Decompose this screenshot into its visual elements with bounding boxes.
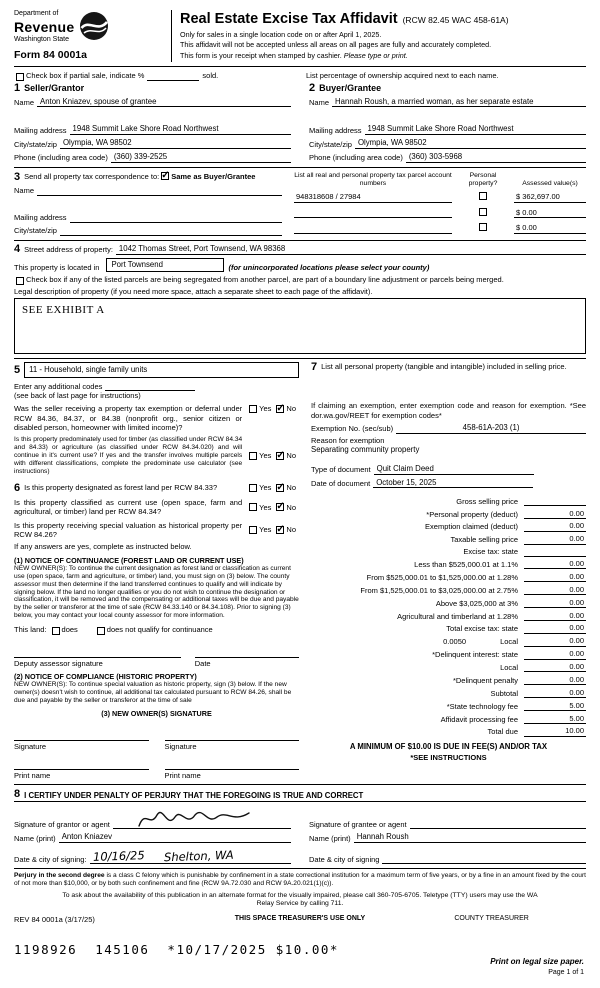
section-2-number: 2 xyxy=(309,81,316,94)
seller-city-label: City/state/zip xyxy=(14,139,57,149)
header-note-3-italic: Please type or print. xyxy=(343,50,408,60)
dor-logo-icon xyxy=(79,11,109,43)
location-select[interactable]: Port Townsend xyxy=(106,258,224,273)
grantor-signature-label: Signature of grantor or agent xyxy=(14,820,110,829)
no-checkbox[interactable] xyxy=(276,484,284,492)
grantor-signature xyxy=(137,806,257,830)
fee-row xyxy=(311,701,586,711)
legal-description-input[interactable]: SEE EXHIBIT A xyxy=(14,298,586,354)
fee-label: Local xyxy=(500,637,518,647)
fee-amount-input[interactable]: 0.00 xyxy=(524,649,586,659)
fee-label: Gross selling price xyxy=(456,496,518,506)
local-rate-value: 0.0050 xyxy=(443,637,467,647)
timber-agriculture-question: Is this property predominately used for timber (as classified under RCW 84.34 and 84.33) or agriculture (as classified under RCW 84.34.020) and will continue in it's current use? If yes and the transfer involves multiple parcels with different classifications, complete the predominate use calculator (see instructions) xyxy=(14,436,243,476)
new-owner-signature-title: (3) NEW OWNER(S) SIGNATURE xyxy=(101,708,212,718)
exemption-number-label: Exemption No. (sec/sub) xyxy=(311,424,394,434)
ownership-percentage-note: List percentage of ownership acquired next to each name. xyxy=(306,71,499,81)
correspondence-name-label: Name xyxy=(14,186,35,196)
section-5-number: 5 xyxy=(14,363,21,376)
fee-label: Subtotal xyxy=(490,688,518,698)
parcel-number-input[interactable]: 948318608 / 27984 xyxy=(294,192,452,202)
parcel-row xyxy=(294,223,586,233)
section-2-title: Buyer/Grantee xyxy=(319,82,382,93)
form-number: Form 84 0001a xyxy=(14,49,87,61)
new-owner-print-name-line-1[interactable] xyxy=(14,759,149,770)
use-and-designation-column xyxy=(14,362,299,780)
partial-sale-percent-input[interactable] xyxy=(147,72,199,81)
buyer-name-input[interactable]: Hannah Roush, a married woman, as her separate estate xyxy=(332,97,586,108)
seller-mailing-label: Mailing address xyxy=(14,125,67,135)
header-note-3 xyxy=(180,51,586,60)
yes-label: Yes xyxy=(259,525,272,535)
fee-row xyxy=(311,688,586,698)
yes-label: Yes xyxy=(259,482,272,492)
grantee-print-name-label: Name (print) xyxy=(309,833,351,843)
section-1-number: 1 xyxy=(14,81,21,94)
seller-name-input[interactable]: Anton Kniazev, spouse of grantee xyxy=(37,97,291,108)
form-header xyxy=(14,10,586,67)
fee-row xyxy=(311,497,586,506)
yes-checkbox[interactable] xyxy=(249,503,257,511)
fee-amount-input[interactable]: 0.00 xyxy=(524,559,586,569)
exemption-intro: If claiming an exemption, enter exemption code and reason for exemption. *See dor.wa.gov/REET for exemption codes* xyxy=(311,401,586,420)
fee-amount-input[interactable]: 0.00 xyxy=(524,675,586,685)
fee-row xyxy=(311,726,586,736)
additional-codes-input[interactable] xyxy=(105,381,195,391)
grantee-print-name-input[interactable]: Hannah Roush xyxy=(354,832,586,843)
signature-label: Signature xyxy=(14,741,47,751)
parcel-table xyxy=(294,172,586,236)
fee-amount-input[interactable]: 0.00 xyxy=(524,598,586,608)
assessed-value-input[interactable]: $ 0.00 xyxy=(514,223,586,233)
certification-title: I CERTIFY UNDER PENALTY OF PERJURY THAT THE FOREGOING IS TRUE AND CORRECT xyxy=(24,790,364,800)
grantee-date-city-input[interactable] xyxy=(382,854,586,864)
document-type-label: Type of document xyxy=(311,465,371,475)
fee-amount-input[interactable] xyxy=(524,548,586,557)
fee-amount-input[interactable]: 0.00 xyxy=(524,611,586,621)
fee-row xyxy=(311,521,586,531)
no-checkbox[interactable] xyxy=(276,526,284,534)
parcel-col-header-personal: Personal property? xyxy=(468,171,498,187)
print-name-label: Print name xyxy=(14,771,51,780)
agency-block xyxy=(14,10,172,62)
treasurer-use-only-label: THIS SPACE TREASURER'S USE ONLY xyxy=(234,914,366,922)
section-8-number: 8 xyxy=(14,788,21,801)
same-as-buyer-label: Same as Buyer/Grantee xyxy=(171,171,256,181)
notice-compliance-text: NEW OWNER(S): To continue special valuation as historic property, sign (3) below. If the new owner(s) doesn't wish to continue, all additional tax calculated pursuant to RCW 84.26, shall be due and payable by the seller or transferor at the time of sale xyxy=(14,680,292,704)
partial-sale-label-post: sold. xyxy=(202,71,219,81)
seller-mailing-input[interactable]: 1948 Summit Lake Shore Road Northwest xyxy=(70,124,291,135)
fee-label: From $525,000.01 to $1,525,000.00 at 1.28% xyxy=(366,572,518,582)
buyer-phone-label: Phone (including area code) xyxy=(309,153,403,163)
perjury-notice xyxy=(14,872,586,888)
buyer-city-input[interactable]: Olympia, WA 98502 xyxy=(355,138,586,149)
does-qualify-checkbox[interactable] xyxy=(52,627,60,635)
grantor-print-name-label: Name (print) xyxy=(14,833,56,843)
correspondence-mailing-label: Mailing address xyxy=(14,213,67,223)
fee-amount-input[interactable]: 0.00 xyxy=(524,623,586,633)
no-checkbox[interactable] xyxy=(276,503,284,511)
fee-label: Local xyxy=(500,663,518,673)
grantor-date-city-label: Date & city of signing: xyxy=(14,854,87,864)
current-use-question: Is this property classified as current use (open space, farm and agricultural, or timber) land per RCW 84.34? xyxy=(14,497,243,517)
notice-continuance-text: NEW OWNER(S): To continue the current designation as forest land or classification as current use (open space, farm and agriculture, or timber) land, you must sign on (3) below. The county assessor must then determine if the land transferred continues to qualify and will indicate by signing below. If the land no longer qualifies or you do not wish to continue the designation or classification, it will be removed and the compensating or additional taxes will be due and payable by the seller or transferor at the time of sale (RCW 84.33.140 or 84.34.108). Prior to signing (3) below, you may contact your local county assessor for more information. xyxy=(14,564,299,620)
does-not-label: does not qualify for continuance xyxy=(106,625,213,635)
same-as-buyer-checkbox[interactable] xyxy=(161,172,169,180)
dept-state-label: Washington State xyxy=(14,36,69,44)
fee-amount-input[interactable]: 5.00 xyxy=(524,714,586,724)
partial-sale-row xyxy=(14,71,586,80)
section-1-title: Seller/Grantor xyxy=(24,82,85,93)
additional-codes-note: (see back of last page for instructions) xyxy=(14,390,141,400)
correspondence-name-input[interactable] xyxy=(37,186,282,196)
fee-row xyxy=(311,559,586,569)
fee-amount-input[interactable]: 0.00 xyxy=(524,572,586,582)
county-treasurer-label: COUNTY TREASURER xyxy=(454,914,529,922)
minimum-due-note: A MINIMUM OF $10.00 IS DUE IN FEE(S) AND/OR TAX xyxy=(349,741,548,751)
yes-checkbox[interactable] xyxy=(249,452,257,460)
fee-label: *Personal property (deduct) xyxy=(426,509,518,519)
fee-row xyxy=(311,649,586,659)
yes-label: Yes xyxy=(259,451,272,461)
correspondence-label: Send all property tax correspondence to: xyxy=(24,171,160,181)
correspondence-city-input[interactable] xyxy=(60,226,282,236)
parcel-number-input[interactable] xyxy=(294,208,452,218)
buyer-mailing-label: Mailing address xyxy=(309,125,362,135)
personal-property-intro: List all personal property (tangible and intangible) included in selling price. xyxy=(321,362,567,372)
grantee-signature-label: Signature of grantee or agent xyxy=(309,820,407,829)
yes-checkbox[interactable] xyxy=(249,484,257,492)
grantor-city-handwriting: Shelton, WA xyxy=(164,847,235,864)
notice-compliance-title: (2) NOTICE OF COMPLIANCE (HISTORIC PROPERTY) xyxy=(14,671,197,681)
fee-amount-input[interactable]: 10.00 xyxy=(524,726,586,736)
form-title-code: (RCW 82.45 WAC 458-61A) xyxy=(402,15,509,25)
grantor-certification xyxy=(14,804,291,864)
fee-label: *Delinquent penalty xyxy=(452,675,518,685)
tax-computation-column xyxy=(311,362,586,780)
yes-label: Yes xyxy=(259,502,272,512)
no-checkbox[interactable] xyxy=(276,405,284,413)
fee-row xyxy=(311,509,586,519)
partial-sale-checkbox[interactable] xyxy=(16,73,24,81)
document-type-input[interactable]: Quit Claim Deed xyxy=(374,464,534,475)
grantor-signature-line[interactable] xyxy=(113,819,291,829)
fee-label: Excise tax: state xyxy=(463,547,518,557)
no-checkbox[interactable] xyxy=(276,452,284,460)
fee-row xyxy=(311,714,586,724)
dept-name: Revenue xyxy=(14,18,75,35)
section-4-number: 4 xyxy=(14,242,21,255)
buyer-phone-input[interactable]: (360) 303-5968 xyxy=(406,152,586,163)
segregated-label: Check box if any of the listed parcels are being segregated from another parcel, are part of a boundary line adjustment or parcels being merged. xyxy=(26,275,504,285)
parcel-number-input[interactable] xyxy=(294,224,452,234)
yes-checkbox[interactable] xyxy=(249,405,257,413)
grantee-date-city-label: Date & city of signing xyxy=(309,854,380,864)
notice-continuance-title: (1) NOTICE OF CONTINUANCE (FOREST LAND OR CURRENT USE) xyxy=(14,555,244,565)
fee-label: From $1,525,000.01 to $3,025,000.00 at 2.75% xyxy=(360,585,518,595)
grantee-certification xyxy=(309,804,586,864)
correspondence-mailing-input[interactable] xyxy=(70,213,282,223)
header-note-3-plain: This form is your receipt when stamped by cashier. xyxy=(180,50,342,60)
deputy-date-line[interactable] xyxy=(195,647,299,658)
no-label: No xyxy=(286,404,296,414)
property-use-code-select[interactable]: 11 - Household, single family units xyxy=(24,362,299,378)
fee-label: Above $3,025,000 at 3% xyxy=(435,598,518,608)
assessed-value-input[interactable]: $ 362,697.00 xyxy=(514,192,586,202)
answers-yes-note: If any answers are yes, complete as instructed below. xyxy=(14,542,192,552)
exemption-deferral-yesno xyxy=(247,404,299,413)
document-date-label: Date of document xyxy=(311,478,371,488)
segregated-checkbox[interactable] xyxy=(16,277,24,285)
print-legal-size-note: Print on legal size paper. xyxy=(490,957,584,967)
fee-amount-input[interactable]: 0.00 xyxy=(524,688,586,698)
deputy-assessor-signature-line[interactable] xyxy=(14,647,181,658)
street-address-input[interactable]: 1042 Thomas Street, Port Townsend, WA 98368 xyxy=(116,244,586,255)
additional-codes-label: Enter any additional codes xyxy=(14,381,103,391)
no-label: No xyxy=(286,502,296,512)
alternate-format-notice: To ask about the availability of this publication in an alternate format for the visually impaired, please call 360-705-6705. Teletype (TTY) users may use the WA Relay Service by calling 711. xyxy=(62,891,538,908)
buyer-grantee-section xyxy=(309,83,586,163)
seller-phone-label: Phone (including area code) xyxy=(14,153,108,163)
perjury-notice-body: is a class C felony which is punishable by confinement in a state correctional institution for a maximum term of five years, or by a fine in an amount fixed by the court of not more than $10,000, or by both such confinement and fine (RCW 9A.72.030 and RCW 9A.20.021(1)(c)). xyxy=(14,872,587,888)
fee-row xyxy=(311,636,586,646)
signature-label: Signature xyxy=(164,741,197,751)
fee-label: *Delinquent interest: state xyxy=(432,650,518,660)
fee-label: Less than $525,000.01 at 1.1% xyxy=(414,560,518,570)
assessed-value-input[interactable]: $ 0.00 xyxy=(514,208,586,218)
buyer-name-label: Name xyxy=(309,98,330,108)
fee-amount-input[interactable]: 0.00 xyxy=(524,585,586,595)
rev-number: REV 84 0001a (3/17/25) xyxy=(14,914,95,924)
form-title: Real Estate Excise Tax Affidavit xyxy=(180,11,398,27)
does-not-qualify-checkbox[interactable] xyxy=(97,627,105,635)
personal-property-checkbox[interactable] xyxy=(479,223,487,231)
partial-sale-label: Check box if partial sale, indicate % xyxy=(26,71,145,81)
title-block xyxy=(172,10,586,62)
personal-property-checkbox[interactable] xyxy=(479,208,487,216)
does-label: does xyxy=(61,625,78,635)
buyer-mailing-input[interactable]: 1948 Summit Lake Shore Road Northwest xyxy=(365,124,586,135)
historical-property-yesno xyxy=(247,525,299,534)
fee-row xyxy=(311,547,586,556)
forest-land-question: Is this property designated as forest land per RCW 84.33? xyxy=(24,482,218,492)
no-label: No xyxy=(286,525,296,535)
reason-for-exemption-label: Reason for exemption xyxy=(311,435,385,445)
grantor-print-name-input[interactable]: Anton Kniazev xyxy=(59,832,291,843)
see-instructions-note: *SEE INSTRUCTIONS xyxy=(410,752,487,762)
no-label: No xyxy=(286,451,296,461)
section-3-number: 3 xyxy=(14,170,21,183)
seller-grantor-section xyxy=(14,83,291,163)
fee-amount-input[interactable]: 0.00 xyxy=(524,534,586,544)
this-land-label: This land: xyxy=(14,625,47,635)
fee-amount-input[interactable]: 0.00 xyxy=(524,662,586,672)
fee-row xyxy=(311,623,586,633)
parcel-col-header-assessed: Assessed value(s) xyxy=(522,179,578,187)
fee-row xyxy=(311,662,586,672)
grantee-signature-line[interactable] xyxy=(410,819,586,829)
treasurer-stamp: 1198926 145106 *10/17/2025 $10.00* xyxy=(14,941,339,957)
deputy-assessor-label: Deputy assessor signature xyxy=(14,658,103,668)
located-in-label: This property is located in xyxy=(14,263,100,273)
parcel-row xyxy=(294,192,586,202)
exemption-number-input[interactable]: 458-61A-203 (1) xyxy=(396,423,586,434)
forest-land-yesno xyxy=(247,483,299,492)
seller-phone-input[interactable]: (360) 339-2525 xyxy=(111,152,291,163)
property-section xyxy=(14,244,586,354)
yes-checkbox[interactable] xyxy=(249,526,257,534)
perjury-notice-lead: Perjury in the second degree xyxy=(14,872,105,880)
timber-agriculture-yesno xyxy=(247,451,299,460)
legal-description-label: Legal description of property (if you need more space, attach a separate sheet to each page of the affidavit). xyxy=(14,286,373,296)
fee-row xyxy=(311,534,586,544)
yes-label: Yes xyxy=(259,404,272,414)
fee-amount-input[interactable]: 0.00 xyxy=(524,521,586,531)
new-owner-print-name-line-2[interactable] xyxy=(165,759,300,770)
fee-label: Total due xyxy=(487,727,518,737)
print-name-label: Print name xyxy=(164,771,201,780)
parcel-col-header-numbers: List all real and personal property tax parcel account numbers xyxy=(294,171,452,187)
tax-correspondence-section xyxy=(14,172,282,236)
grantor-date-city-input[interactable] xyxy=(90,849,291,864)
fee-amount-input[interactable]: 0.00 xyxy=(524,636,586,646)
fee-row xyxy=(311,675,586,685)
document-date-input[interactable]: October 15, 2025 xyxy=(373,478,533,489)
fee-amount-input[interactable]: 5.00 xyxy=(524,701,586,711)
deputy-date-label: Date xyxy=(194,658,211,668)
header-note-2: This affidavit will not be accepted unless all areas on all pages are fully and accurately completed. xyxy=(180,40,492,50)
certification-section xyxy=(14,789,586,864)
fee-amount-input[interactable] xyxy=(524,497,586,506)
unincorporated-note: (for unincorporated locations please select your county) xyxy=(228,263,430,273)
section-7-number: 7 xyxy=(311,361,318,374)
fee-label: *State technology fee xyxy=(446,701,518,711)
header-note-1: Only for sales in a single location code on or after April 1, 2025. xyxy=(180,29,382,39)
fee-label: Exemption claimed (deduct) xyxy=(425,522,518,532)
buyer-city-label: City/state/zip xyxy=(309,139,352,149)
fee-amount-input[interactable]: 0.00 xyxy=(524,509,586,519)
section-6-number: 6 xyxy=(14,481,21,494)
parcel-row xyxy=(294,208,586,218)
fee-row xyxy=(311,598,586,608)
fee-row xyxy=(311,572,586,582)
fee-label: Affidavit processing fee xyxy=(440,714,518,724)
street-address-label: Street address of property: xyxy=(24,245,113,255)
fee-row xyxy=(311,611,586,621)
page-number: Page 1 of 1 xyxy=(548,969,584,977)
no-label: No xyxy=(286,482,296,492)
seller-name-label: Name xyxy=(14,98,35,108)
dept-of-label: Department of xyxy=(14,10,59,17)
fee-label: Agricultural and timberland at 1.28% xyxy=(397,611,518,621)
historical-property-question: Is this property receiving special valuation as historical property per RCW 84.26? xyxy=(14,520,243,540)
exemption-deferral-question: Was the seller receiving a property tax exemption or deferral under RCW 84.36, 84.37, or 84.38 (nonprofit org., senior citizen or disabled person, homeowner with limited income)? xyxy=(14,404,243,433)
correspondence-city-label: City/state/zip xyxy=(14,226,57,236)
reason-for-exemption-input[interactable]: Separating community property xyxy=(311,445,420,455)
personal-property-list-area[interactable] xyxy=(311,373,586,399)
personal-property-checkbox[interactable] xyxy=(479,192,487,200)
fee-label: Taxable selling price xyxy=(450,535,518,545)
new-owner-signature-line-1[interactable] xyxy=(14,730,149,741)
fee-label: Total excise tax: state xyxy=(446,624,518,634)
seller-city-input[interactable]: Olympia, WA 98502 xyxy=(60,138,291,149)
current-use-yesno xyxy=(247,503,299,512)
grantor-date-handwriting: 10/16/25 xyxy=(92,847,145,864)
fee-row xyxy=(311,585,586,595)
new-owner-signature-line-2[interactable] xyxy=(165,730,300,741)
